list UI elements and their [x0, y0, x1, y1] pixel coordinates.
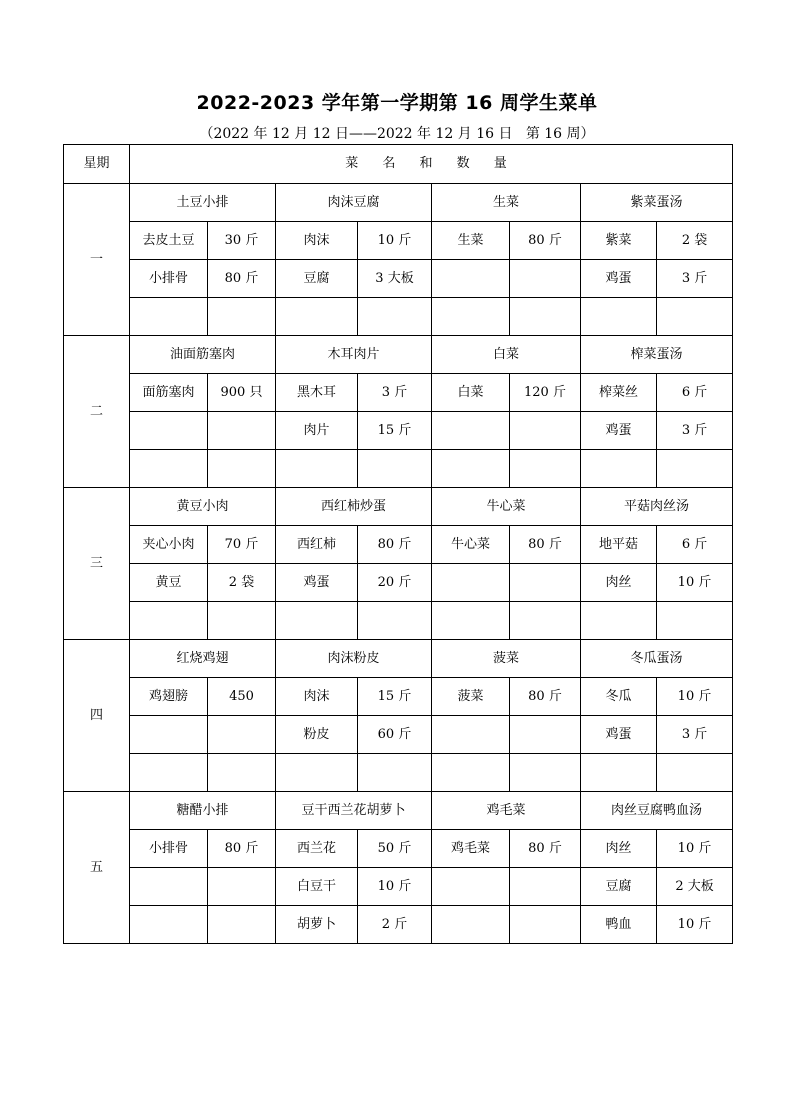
ingredient-cell: 面筋塞肉 — [130, 374, 208, 412]
ingredient-cell — [130, 716, 208, 754]
quantity-cell: 80 斤 — [510, 526, 581, 564]
ingredient-cell — [432, 412, 510, 450]
ingredient-cell — [432, 754, 510, 792]
quantity-cell — [510, 450, 581, 488]
quantity-cell: 3 斤 — [657, 260, 733, 298]
dish-name-cell: 肉沫粉皮 — [276, 640, 432, 678]
quantity-cell: 6 斤 — [657, 526, 733, 564]
ingredient-cell — [130, 602, 208, 640]
ingredient-cell: 黄豆 — [130, 564, 208, 602]
quantity-cell — [208, 868, 276, 906]
ingredient-row — [64, 222, 733, 260]
ingredient-row — [64, 260, 733, 298]
ingredient-row — [64, 716, 733, 754]
ingredient-cell — [432, 564, 510, 602]
dish-name-cell: 豆干西兰花胡萝卜 — [276, 792, 432, 830]
quantity-cell: 80 斤 — [358, 526, 432, 564]
quantity-cell: 80 斤 — [510, 222, 581, 260]
dish-name-cell: 鸡毛菜 — [432, 792, 581, 830]
ingredient-cell: 肉丝 — [581, 830, 657, 868]
quantity-cell — [358, 298, 432, 336]
quantity-cell — [208, 716, 276, 754]
ingredient-cell: 鸡蛋 — [276, 564, 358, 602]
ingredient-row — [64, 830, 733, 868]
dish-name-cell: 木耳肉片 — [276, 336, 432, 374]
quantity-cell — [510, 298, 581, 336]
ingredient-cell — [276, 450, 358, 488]
ingredient-row — [64, 906, 733, 944]
quantity-cell — [510, 716, 581, 754]
dish-name-cell: 肉丝豆腐鸭血汤 — [581, 792, 733, 830]
dish-name-row — [64, 184, 733, 222]
dish-name-cell: 平菇肉丝汤 — [581, 488, 733, 526]
ingredient-cell: 菠菜 — [432, 678, 510, 716]
quantity-cell: 80 斤 — [208, 260, 276, 298]
weekday-cell: 二 — [64, 336, 130, 488]
ingredient-cell: 榨菜丝 — [581, 374, 657, 412]
quantity-cell: 10 斤 — [657, 906, 733, 944]
ingredient-cell — [130, 412, 208, 450]
day-column-header: 星期 — [64, 145, 130, 184]
dish-name-cell: 西红柿炒蛋 — [276, 488, 432, 526]
dish-name-cell: 牛心菜 — [432, 488, 581, 526]
dish-name-cell: 冬瓜蛋汤 — [581, 640, 733, 678]
ingredient-row — [64, 868, 733, 906]
quantity-cell — [510, 602, 581, 640]
quantity-cell: 3 斤 — [358, 374, 432, 412]
ingredient-row — [64, 602, 733, 640]
ingredient-cell: 地平菇 — [581, 526, 657, 564]
quantity-cell — [208, 450, 276, 488]
dish-name-cell: 土豆小排 — [130, 184, 276, 222]
quantity-cell — [510, 868, 581, 906]
ingredient-cell: 鸭血 — [581, 906, 657, 944]
ingredient-cell: 鸡翅膀 — [130, 678, 208, 716]
ingredient-cell — [130, 450, 208, 488]
quantity-cell: 20 斤 — [358, 564, 432, 602]
ingredient-cell — [432, 906, 510, 944]
quantity-cell: 30 斤 — [208, 222, 276, 260]
quantity-cell: 2 大板 — [657, 868, 733, 906]
quantity-cell — [510, 412, 581, 450]
ingredient-cell — [432, 602, 510, 640]
ingredient-cell: 白豆干 — [276, 868, 358, 906]
quantity-cell: 15 斤 — [358, 412, 432, 450]
ingredient-cell — [581, 298, 657, 336]
ingredient-cell: 肉沫 — [276, 222, 358, 260]
quantity-cell — [510, 564, 581, 602]
dish-name-cell: 油面筋塞肉 — [130, 336, 276, 374]
quantity-cell: 80 斤 — [208, 830, 276, 868]
ingredient-cell — [276, 754, 358, 792]
quantity-cell: 10 斤 — [358, 868, 432, 906]
dish-name-cell: 榨菜蛋汤 — [581, 336, 733, 374]
ingredient-cell: 生菜 — [432, 222, 510, 260]
weekday-cell: 五 — [64, 792, 130, 944]
quantity-cell: 900 只 — [208, 374, 276, 412]
ingredient-row — [64, 564, 733, 602]
ingredient-cell: 胡萝卜 — [276, 906, 358, 944]
ingredient-cell: 西兰花 — [276, 830, 358, 868]
ingredient-cell: 鸡蛋 — [581, 260, 657, 298]
ingredient-cell: 豆腐 — [581, 868, 657, 906]
quantity-cell: 3 大板 — [358, 260, 432, 298]
dish-name-row — [64, 792, 733, 830]
quantity-cell: 10 斤 — [657, 830, 733, 868]
date-range-subtitle: （2022 年 12 月 12 日——2022 年 12 月 16 日 第 16 周） — [199, 126, 595, 142]
ingredient-cell: 夹心小肉 — [130, 526, 208, 564]
ingredient-cell — [276, 602, 358, 640]
ingredient-cell — [581, 602, 657, 640]
ingredient-cell: 肉片 — [276, 412, 358, 450]
ingredient-cell — [130, 754, 208, 792]
ingredient-row — [64, 450, 733, 488]
weekday-cell: 三 — [64, 488, 130, 640]
quantity-cell — [208, 754, 276, 792]
ingredient-cell — [581, 450, 657, 488]
quantity-cell: 60 斤 — [358, 716, 432, 754]
page-title: 2022-2023 学年第一学期第 16 周学生菜单 — [196, 92, 598, 114]
ingredient-cell — [276, 298, 358, 336]
quantity-cell — [208, 906, 276, 944]
quantity-cell: 10 斤 — [657, 564, 733, 602]
ingredient-row — [64, 754, 733, 792]
dish-name-cell: 糖醋小排 — [130, 792, 276, 830]
ingredient-row — [64, 526, 733, 564]
ingredient-cell: 牛心菜 — [432, 526, 510, 564]
ingredient-cell — [432, 868, 510, 906]
quantity-cell — [657, 450, 733, 488]
quantity-cell — [657, 298, 733, 336]
ingredient-cell — [432, 260, 510, 298]
quantity-cell: 15 斤 — [358, 678, 432, 716]
quantity-cell — [510, 754, 581, 792]
ingredient-cell — [432, 716, 510, 754]
ingredient-row — [64, 374, 733, 412]
dish-name-cell: 白菜 — [432, 336, 581, 374]
quantity-cell: 3 斤 — [657, 716, 733, 754]
ingredient-cell: 西红柿 — [276, 526, 358, 564]
quantity-cell — [510, 260, 581, 298]
quantity-cell: 3 斤 — [657, 412, 733, 450]
ingredient-row — [64, 412, 733, 450]
dish-name-cell: 生菜 — [432, 184, 581, 222]
quantity-cell — [358, 450, 432, 488]
quantity-cell: 6 斤 — [657, 374, 733, 412]
quantity-cell: 2 袋 — [208, 564, 276, 602]
quantity-cell — [208, 602, 276, 640]
table-header-row — [64, 145, 733, 184]
quantity-cell: 80 斤 — [510, 830, 581, 868]
menu-table — [63, 144, 733, 944]
dish-name-cell: 黄豆小肉 — [130, 488, 276, 526]
quantity-cell: 2 斤 — [358, 906, 432, 944]
ingredient-cell — [130, 298, 208, 336]
dish-name-row — [64, 488, 733, 526]
dish-name-cell: 肉沫豆腐 — [276, 184, 432, 222]
ingredient-cell: 粉皮 — [276, 716, 358, 754]
quantity-cell — [657, 754, 733, 792]
ingredient-cell: 紫菜 — [581, 222, 657, 260]
weekday-cell: 四 — [64, 640, 130, 792]
quantity-cell: 80 斤 — [510, 678, 581, 716]
ingredient-cell — [432, 450, 510, 488]
dish-name-cell: 菠菜 — [432, 640, 581, 678]
quantity-cell — [358, 602, 432, 640]
quantity-cell: 10 斤 — [358, 222, 432, 260]
quantity-cell — [358, 754, 432, 792]
ingredient-cell: 豆腐 — [276, 260, 358, 298]
ingredient-cell: 黑木耳 — [276, 374, 358, 412]
quantity-cell — [208, 412, 276, 450]
ingredient-cell: 肉丝 — [581, 564, 657, 602]
quantity-cell: 70 斤 — [208, 526, 276, 564]
dish-name-row — [64, 640, 733, 678]
weekday-cell: 一 — [64, 184, 130, 336]
ingredient-cell: 去皮土豆 — [130, 222, 208, 260]
ingredient-cell: 鸡蛋 — [581, 412, 657, 450]
ingredient-cell: 小排骨 — [130, 830, 208, 868]
ingredient-cell: 冬瓜 — [581, 678, 657, 716]
quantity-cell: 450 — [208, 678, 276, 716]
ingredient-row — [64, 298, 733, 336]
content-column-header: 菜 名 和 数 量 — [130, 145, 733, 184]
ingredient-cell: 鸡蛋 — [581, 716, 657, 754]
quantity-cell — [510, 906, 581, 944]
quantity-cell: 2 袋 — [657, 222, 733, 260]
quantity-cell: 50 斤 — [358, 830, 432, 868]
ingredient-cell: 鸡毛菜 — [432, 830, 510, 868]
ingredient-row — [64, 678, 733, 716]
ingredient-cell — [130, 868, 208, 906]
dish-name-row — [64, 336, 733, 374]
ingredient-cell — [581, 754, 657, 792]
quantity-cell: 120 斤 — [510, 374, 581, 412]
dish-name-cell: 紫菜蛋汤 — [581, 184, 733, 222]
ingredient-cell — [432, 298, 510, 336]
dish-name-cell: 红烧鸡翅 — [130, 640, 276, 678]
quantity-cell — [657, 602, 733, 640]
quantity-cell: 10 斤 — [657, 678, 733, 716]
ingredient-cell: 小排骨 — [130, 260, 208, 298]
ingredient-cell — [130, 906, 208, 944]
quantity-cell — [208, 298, 276, 336]
ingredient-cell: 白菜 — [432, 374, 510, 412]
ingredient-cell: 肉沫 — [276, 678, 358, 716]
